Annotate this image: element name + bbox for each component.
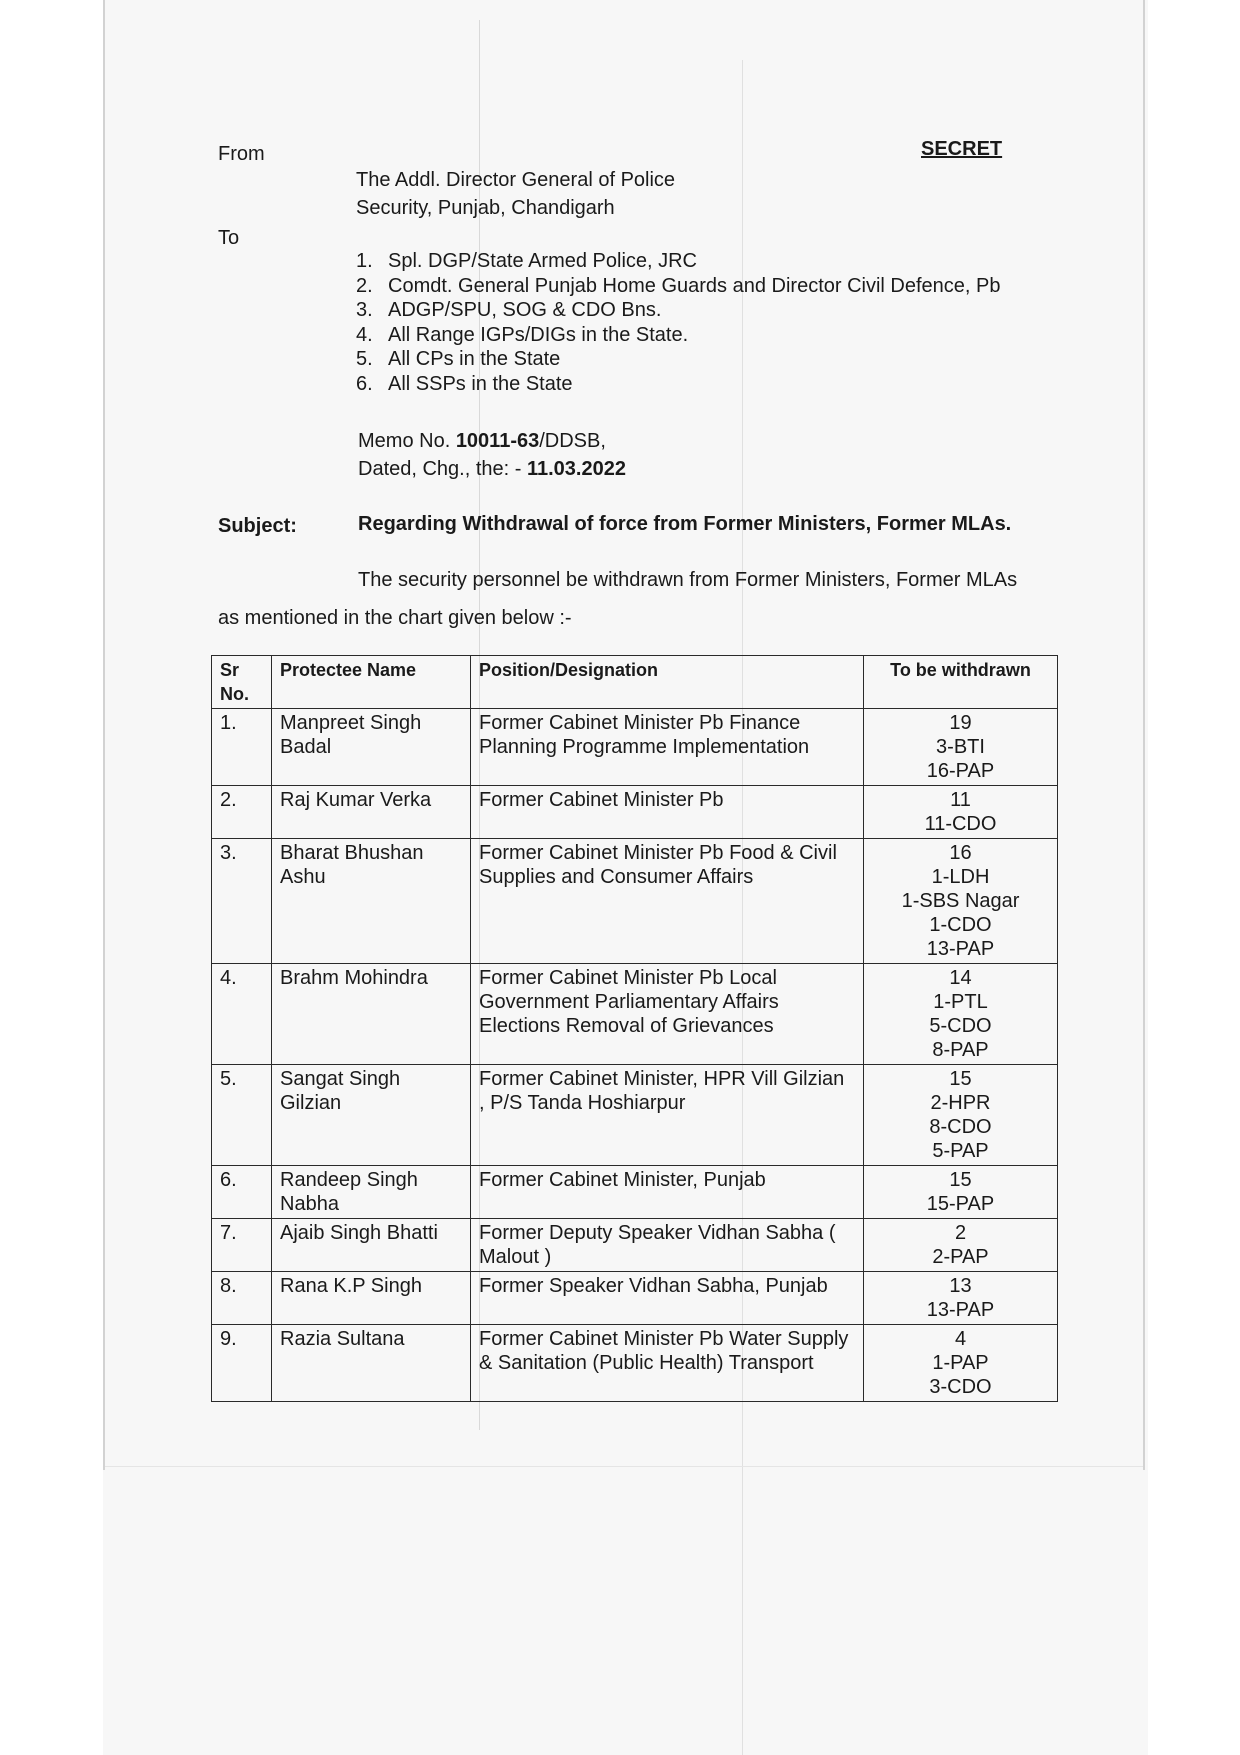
table-row	[212, 1065, 1058, 1166]
recipient-text: All CPs in the State	[388, 348, 561, 370]
withdrawn-total: 11	[950, 789, 971, 811]
memo-date-line	[358, 458, 626, 481]
to-label: To	[218, 227, 240, 249]
withdrawn-detail: 1-PAP	[932, 1352, 989, 1374]
recipient-text: Comdt. General Punjab Home Guards and Director Civil Defence, Pb	[388, 274, 1001, 297]
cell-protectee-name: Sangat Singh Gilzian	[272, 1065, 471, 1166]
withdrawn-detail: 16-PAP	[926, 760, 995, 782]
cell-sr-no: 5.	[212, 1065, 272, 1166]
cell-protectee-name: Brahm Mohindra	[272, 964, 471, 1065]
withdrawn-detail: 2-HPR	[930, 1092, 991, 1114]
cell-position: Former Cabinet Minister Pb Food & Civil Supplies and Consumer Affairs	[471, 839, 864, 964]
cell-protectee-name: Ajaib Singh Bhatti	[272, 1219, 471, 1272]
table-row	[212, 964, 1058, 1065]
withdrawn-detail: 3-CDO	[929, 1376, 992, 1398]
recipient-item	[356, 299, 1001, 324]
recipient-item	[356, 373, 1001, 398]
cell-sr-no: 4.	[212, 964, 272, 1065]
memo-number-prefix: Memo No.	[358, 430, 456, 452]
cell-protectee-name: Raj Kumar Verka	[272, 786, 471, 839]
recipient-item	[356, 324, 1001, 349]
cell-sr-no: 9.	[212, 1325, 272, 1402]
withdrawn-detail: 13-PAP	[926, 938, 995, 960]
cell-withdrawn	[864, 1065, 1058, 1166]
recipient-number: 6.	[356, 372, 373, 395]
cell-sr-no: 6.	[212, 1166, 272, 1219]
from-label: From	[218, 143, 265, 165]
cell-withdrawn	[864, 1166, 1058, 1219]
recipient-number: 1.	[356, 250, 373, 272]
table-row	[212, 839, 1058, 964]
withdrawn-detail: 11-CDO	[924, 813, 997, 835]
memo-number-suffix: /DDSB,	[539, 430, 606, 452]
recipient-number: 2.	[356, 274, 373, 297]
recipient-number: 4.	[356, 323, 373, 346]
cell-position: Former Speaker Vidhan Sabha, Punjab	[471, 1272, 864, 1325]
cell-withdrawn	[864, 839, 1058, 964]
cell-withdrawn	[864, 709, 1058, 786]
cell-sr-no: 7.	[212, 1219, 272, 1272]
withdrawn-detail: 1-CDO	[929, 914, 992, 936]
recipient-text: Spl. DGP/State Armed Police, JRC	[388, 250, 698, 272]
body-paragraph-line-2: as mentioned in the chart given below :-	[218, 607, 572, 629]
withdrawal-chart-table	[211, 655, 1058, 1402]
table-header-row	[212, 656, 1058, 709]
cell-position: Former Cabinet Minister Pb Water Supply & Sanitation (Public Health) Transport	[471, 1325, 864, 1402]
withdrawn-total: 14	[949, 967, 972, 989]
recipient-list	[356, 250, 1001, 397]
header-position-designation: Position/Designation	[471, 656, 864, 709]
withdrawn-detail: 5-CDO	[929, 1015, 992, 1037]
memo-number: 10011-63	[455, 430, 540, 452]
recipient-item	[356, 275, 1001, 300]
withdrawn-detail: 2-PAP	[932, 1246, 989, 1268]
cell-protectee-name: Manpreet Singh Badal	[272, 709, 471, 786]
withdrawn-detail: 1-LDH	[931, 866, 990, 888]
cell-position: Former Cabinet Minister, HPR Vill Gilzian , P/S Tanda Hoshiarpur	[471, 1065, 864, 1166]
cell-protectee-name: Randeep Singh Nabha	[272, 1166, 471, 1219]
sender-line-2: Security, Punjab, Chandigarh	[356, 197, 615, 219]
cell-sr-no: 2.	[212, 786, 272, 839]
cell-withdrawn	[864, 1219, 1058, 1272]
table-row	[212, 1166, 1058, 1219]
withdrawn-detail: 15-PAP	[926, 1193, 995, 1215]
memo-date-prefix: Dated, Chg., the: -	[358, 458, 527, 480]
classification-label: SECRET	[921, 138, 1003, 160]
cell-protectee-name: Bharat Bhushan Ashu	[272, 839, 471, 964]
withdrawn-detail: 8-PAP	[932, 1039, 989, 1061]
cell-sr-no: 1.	[212, 709, 272, 786]
body-paragraph-line-1: The security personnel be withdrawn from Former Ministers, Former MLAs	[358, 569, 1018, 591]
recipient-text: All SSPs in the State	[388, 372, 573, 395]
withdrawn-total: 15	[949, 1169, 972, 1191]
cell-sr-no: 8.	[212, 1272, 272, 1325]
withdrawn-total: 15	[949, 1068, 972, 1090]
memo-date: 11.03.2022	[526, 458, 626, 480]
withdrawn-total: 16	[949, 842, 972, 864]
cell-position: Former Deputy Speaker Vidhan Sabha ( Malout )	[471, 1219, 864, 1272]
recipient-number: 3.	[356, 299, 373, 321]
withdrawn-total: 13	[949, 1275, 972, 1297]
memo-number-line	[358, 430, 606, 453]
table-row	[212, 709, 1058, 786]
header-protectee-name: Protectee Name	[272, 656, 471, 709]
cell-withdrawn	[864, 1272, 1058, 1325]
header-to-be-withdrawn: To be withdrawn	[864, 656, 1058, 709]
cell-position: Former Cabinet Minister Pb Finance Planning Programme Implementation	[471, 709, 864, 786]
subject-text: Regarding Withdrawal of force from Former Ministers, Former MLAs.	[358, 513, 1012, 535]
table-row	[212, 1325, 1058, 1402]
withdrawn-detail: 13-PAP	[926, 1299, 995, 1321]
withdrawn-total: 4	[954, 1328, 967, 1350]
subject-label: Subject:	[218, 515, 297, 537]
cell-withdrawn	[864, 964, 1058, 1065]
withdrawn-total: 19	[949, 712, 972, 734]
recipient-number: 5.	[356, 348, 373, 370]
sender-line-1: The Addl. Director General of Police	[356, 169, 676, 191]
cell-position: Former Cabinet Minister, Punjab	[471, 1166, 864, 1219]
cell-position: Former Cabinet Minister Pb	[471, 786, 864, 839]
cell-sr-no: 3.	[212, 839, 272, 964]
withdrawn-detail: 1-SBS Nagar	[901, 890, 1020, 912]
cell-withdrawn	[864, 1325, 1058, 1402]
table-row	[212, 1219, 1058, 1272]
table-row	[212, 786, 1058, 839]
cell-withdrawn	[864, 786, 1058, 839]
header-sr-no: Sr No.	[212, 656, 272, 709]
withdrawn-detail: 3-BTI	[936, 736, 985, 758]
withdrawn-detail: 8-CDO	[929, 1116, 992, 1138]
cell-protectee-name: Razia Sultana	[272, 1325, 471, 1402]
recipient-item	[356, 348, 1001, 373]
withdrawn-total: 2	[954, 1222, 967, 1244]
recipient-item	[356, 250, 1001, 275]
withdrawn-detail: 1-PTL	[933, 991, 988, 1013]
recipient-text: All Range IGPs/DIGs in the State.	[388, 323, 689, 346]
withdrawn-detail: 5-PAP	[932, 1140, 989, 1162]
table-row	[212, 1272, 1058, 1325]
cell-protectee-name: Rana K.P Singh	[272, 1272, 471, 1325]
recipient-text: ADGP/SPU, SOG & CDO Bns.	[388, 299, 662, 321]
cell-position: Former Cabinet Minister Pb Local Government Parliamentary Affairs Elections Removal of Grievances	[471, 964, 864, 1065]
